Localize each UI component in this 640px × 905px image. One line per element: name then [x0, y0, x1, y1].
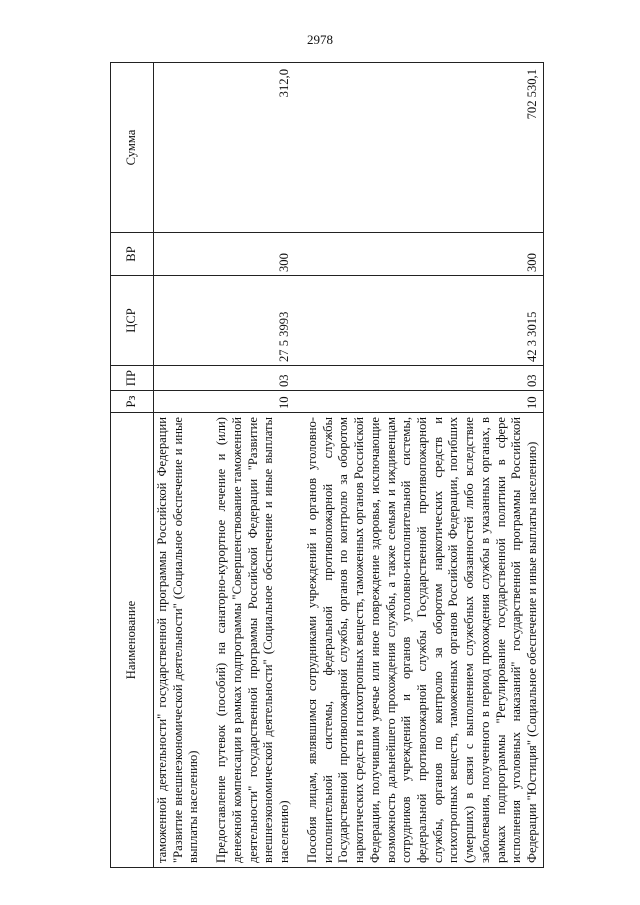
header-vr: ВР — [111, 233, 154, 276]
header-rz: Рз — [111, 391, 154, 413]
row-vr: 300 — [295, 233, 544, 276]
row-csr: 42 3 3015 — [295, 276, 544, 366]
header-sum: Сумма — [111, 63, 154, 233]
budget-table-rotated — [110, 63, 570, 868]
row-sum: 312,0 — [204, 63, 295, 233]
table-header-row — [111, 63, 154, 868]
row-sum — [154, 63, 205, 233]
header-pr: ПР — [111, 366, 154, 391]
page-number: 2978 — [307, 32, 333, 47]
row-pr: 03 — [295, 366, 544, 391]
table-row — [295, 63, 544, 868]
row-csr — [154, 276, 205, 366]
table-row — [204, 63, 295, 868]
row-rz — [154, 391, 205, 413]
row-name: таможенной деятельности" государственной программы Российской Федерации "Развитие внешнеэкономической деятельности" (Социальное обеспечение и иные выплаты населению) — [154, 413, 205, 868]
row-pr — [154, 366, 205, 391]
row-rz: 10 — [204, 391, 295, 413]
row-rz: 10 — [295, 391, 544, 413]
row-vr — [154, 233, 205, 276]
row-pr: 03 — [204, 366, 295, 391]
header-name: Наименование — [111, 413, 154, 868]
row-csr: 27 5 3993 — [204, 276, 295, 366]
header-csr: ЦСР — [111, 276, 154, 366]
row-name: Пособия лицам, являвшимся сотрудниками учреждений и органов уголовно-исполнительной системы, федеральной противопожарной службы Государственной противопожарной службы, органов по контролю за оборотом наркотических средств и психотропных веществ, таможенных органов Российской Федерации, получившим увечье или иное повреждение здоровья, исключающие возможность дальнейшего прохождения службы, а также семьям и иждивенцам сотрудников учреждений и органов уголовно-исполнительной системы, федеральной противопожарной службы Государственной противопожарной службы, органов по контролю за оборотом наркотических средств и психотропных веществ, таможенных органов Российской Федерации, погибших (умерших) в связи с выполнением служебных обязанностей либо вследствие заболевания, полученного в период прохождения службы в указанных органах, в рамках подпрограммы "Регулирование государственной политики в сфере исполнения уголовных наказаний" государственной программы Российской Федерации "Юстиция" (Социальное обеспечение и иные выплаты населению) — [295, 413, 544, 868]
row-sum: 702 530,1 — [295, 63, 544, 233]
table-row — [154, 63, 205, 868]
row-vr: 300 — [204, 233, 295, 276]
budget-table — [110, 62, 544, 868]
row-name: Предоставление путевок (пособий) на санаторно-курортное лечение и (или) денежной компенсации в рамках подпрограммы "Совершенствование таможенной деятельности" государственной программы Российской Федерации "Развитие внешнеэкономической деятельности" (Социальное обеспечение и иные выплаты населению) — [204, 413, 295, 868]
